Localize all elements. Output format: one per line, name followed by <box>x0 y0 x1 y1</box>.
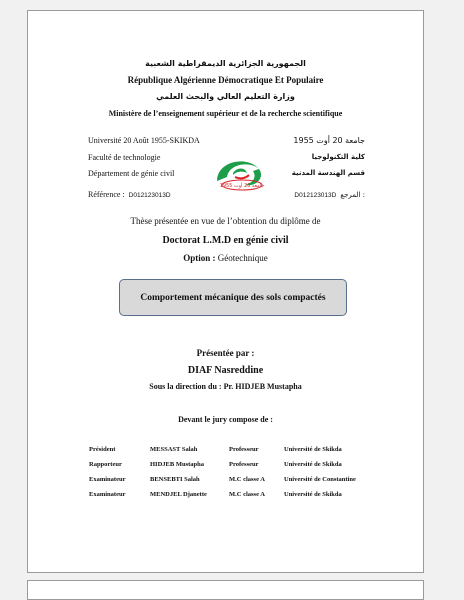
reference-code: D012123013D <box>128 192 171 199</box>
author-name: DIAF Nasreddine <box>187 365 264 376</box>
reference-label-arabic: المرجع : <box>340 191 365 199</box>
option-line <box>28 253 423 263</box>
jury-role: Rapporteur <box>89 461 122 468</box>
jury-institution: Université de Skikda <box>284 461 342 468</box>
reference-arabic <box>294 184 365 202</box>
university-logo <box>209 151 269 195</box>
jury-role: Président <box>89 446 116 453</box>
presented-by: Présentée par : <box>196 348 255 358</box>
jury-row <box>89 472 374 487</box>
jury-row <box>89 487 374 502</box>
faculty-arabic: كلية التكنولوجيا <box>311 153 365 161</box>
jury-institution: Université de Skikda <box>284 446 342 453</box>
faculty-french: Faculté de technologie <box>88 153 161 162</box>
jury-title: Professeur <box>229 446 259 453</box>
jury-name: MESSAST Salah <box>150 446 198 453</box>
jury-heading: Devant le jury compose de : <box>178 415 273 424</box>
jury-name: BENSEBTI Salah <box>150 476 200 483</box>
jury-institution: Université de Constantine <box>284 476 356 483</box>
next-page <box>27 580 424 600</box>
degree: Doctorat L.M.D en génie civil <box>162 235 289 246</box>
reference-french <box>88 184 171 202</box>
ministry-french: Ministère de l’enseignement supérieur et de la recherche scientifique <box>108 109 343 118</box>
jury-role: Examinateur <box>89 491 126 498</box>
jury-title: M.C classe A <box>229 491 265 498</box>
department-french: Département de génie civil <box>88 169 175 178</box>
thesis-title-box <box>119 279 347 316</box>
republic-arabic: الجمهورية الجزائرية الديمقراطية الشعبية <box>145 59 306 68</box>
jury-title: Professeur <box>229 461 259 468</box>
jury-row <box>89 457 374 472</box>
jury-table <box>89 442 374 502</box>
supervision: Sous la direction du : Pr. HIDJEB Mustapha <box>149 382 302 391</box>
jury-role: Examinateur <box>89 476 126 483</box>
reference-label: Référence : <box>88 190 125 199</box>
university-french: Université 20 Août 1955-SKIKDA <box>88 136 200 145</box>
jury-institution: Université de Skikda <box>284 491 342 498</box>
thesis-title: Comportement mécanique des sols compactés <box>140 292 326 303</box>
reference-code-arabic: D012123013D <box>294 192 337 199</box>
logo-caption: جامعة 20 أوت 1955 <box>219 183 265 189</box>
logo-red-arc <box>235 175 249 178</box>
republic-french: République Algérienne Démocratique Et Populaire <box>127 75 324 85</box>
jury-row <box>89 442 374 457</box>
ministry-arabic: وزارة التعليم العالي والبحث العلمي <box>156 92 295 101</box>
jury-name: MENDJEL Djanette <box>150 491 207 498</box>
department-arabic: قسم الهندسة المدنية <box>291 169 365 177</box>
option-value: Géotechnique <box>217 253 268 263</box>
jury-name: HIDJEB Mustapha <box>150 461 204 468</box>
jury-title: M.C classe A <box>229 476 265 483</box>
thesis-intro: Thèse présentée en vue de l’obtention du diplôme de <box>130 216 321 226</box>
option-label: Option : <box>183 253 216 263</box>
document-page <box>27 10 424 573</box>
university-arabic: جامعة 20 أوت 1955 <box>293 136 365 145</box>
logo-green-inner <box>233 169 247 176</box>
